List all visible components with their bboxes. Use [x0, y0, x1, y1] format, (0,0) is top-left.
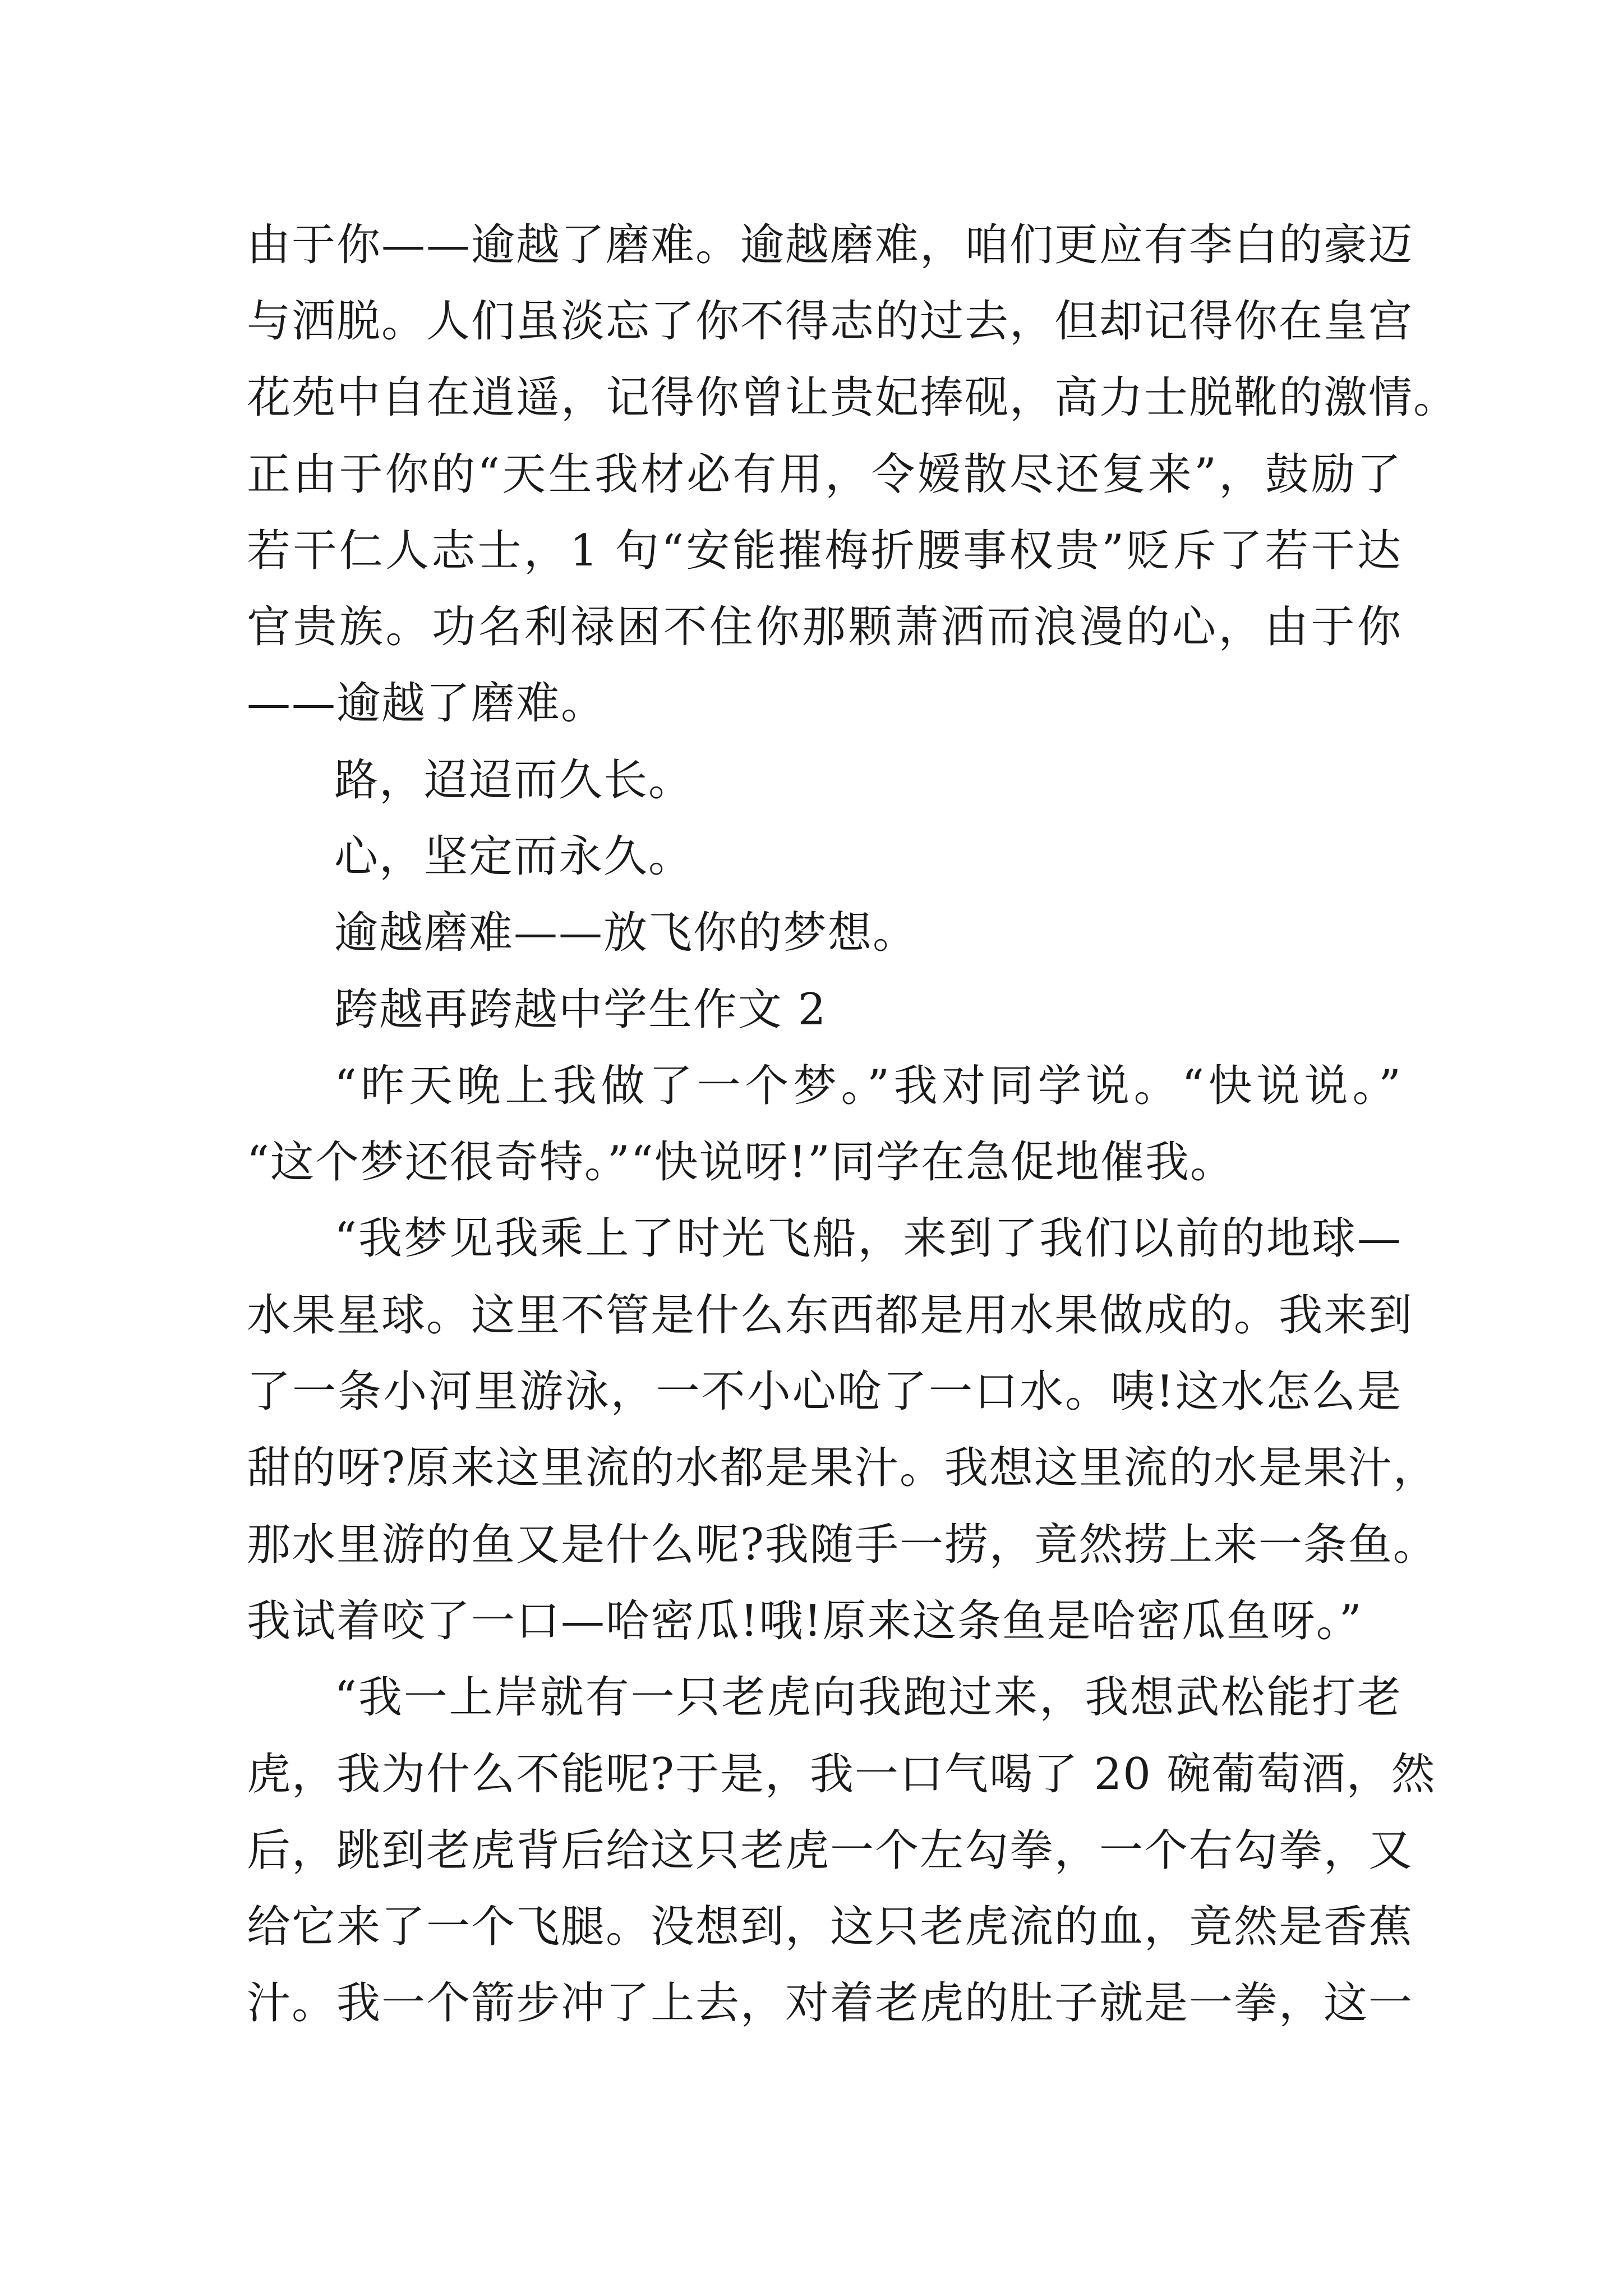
text-line: “这个梦还很奇特。”“快说呀!”同学在急促地催我。 [247, 1137, 1235, 1188]
text-line: 汁。我一个箭步冲了上去，对着老虎的肚子就是一拳，这一 [247, 1978, 1414, 2028]
poem-line: 心，坚定而永久。 [334, 831, 694, 882]
text-line: 我试着咬了一口—哈密瓜!哦!原来这条鱼是哈密瓜鱼呀。” [247, 1596, 1363, 1646]
text-line: 了一条小河里游泳，一不小心呛了一口水。咦!这水怎么是 [247, 1366, 1402, 1417]
poem-line: 逾越磨难——放飞你的梦想。 [334, 908, 918, 958]
text-line: “我梦见我乘上了时光飞船，来到了我们以前的地球— [334, 1213, 1402, 1264]
text-line: 由于你——逾越了磨难。逾越磨难，咱们更应有李白的豪迈 [247, 220, 1414, 270]
text-line: “我一上岸就有一只老虎向我跑过来，我想武松能打老 [334, 1672, 1402, 1723]
text-line: 与洒脱。人们虽淡忘了你不得志的过去，但却记得你在皇宫 [247, 296, 1414, 347]
text-line: 正由于你的“天生我材必有用，令嫒散尽还复来”，鼓励了 [247, 449, 1402, 500]
essay-heading: 跨越再跨越中学生作文 2 [334, 984, 827, 1035]
text-line: 水果星球。这里不管是什么东西都是用水果做成的。我来到 [247, 1290, 1414, 1341]
text-line: “昨天晚上我做了一个梦。”我对同学说。“快说说。” [334, 1061, 1402, 1111]
text-line: ——逾越了磨难。 [247, 678, 606, 729]
text-line: 虎，我为什么不能呢?于是，我一口气喝了 20 碗葡萄酒，然 [247, 1749, 1436, 1800]
text-line: 给它来了一个飞腿。没想到，这只老虎流的血，竟然是香蕉 [247, 1902, 1414, 1952]
text-line: 甜的呀?原来这里流的水都是果汁。我想这里流的水是果汁， [247, 1443, 1438, 1493]
text-line: 若干仁人志士，1 句“安能摧梅折腰事权贵”贬斥了若干达 [247, 526, 1402, 576]
text-line: 花苑中自在逍遥，记得你曾让贵妃捧砚，高力士脱靴的激情。 [247, 372, 1459, 423]
text-line: 那水里游的鱼又是什么呢?我随手一捞，竟然捞上来一条鱼。 [247, 1520, 1438, 1570]
poem-line: 路，迢迢而久长。 [334, 755, 694, 806]
text-line: 后，跳到老虎背后给这只老虎一个左勾拳，一个右勾拳，又 [247, 1825, 1414, 1876]
text-line: 官贵族。功名利禄困不住你那颗萧洒而浪漫的心，由于你 [247, 602, 1402, 652]
